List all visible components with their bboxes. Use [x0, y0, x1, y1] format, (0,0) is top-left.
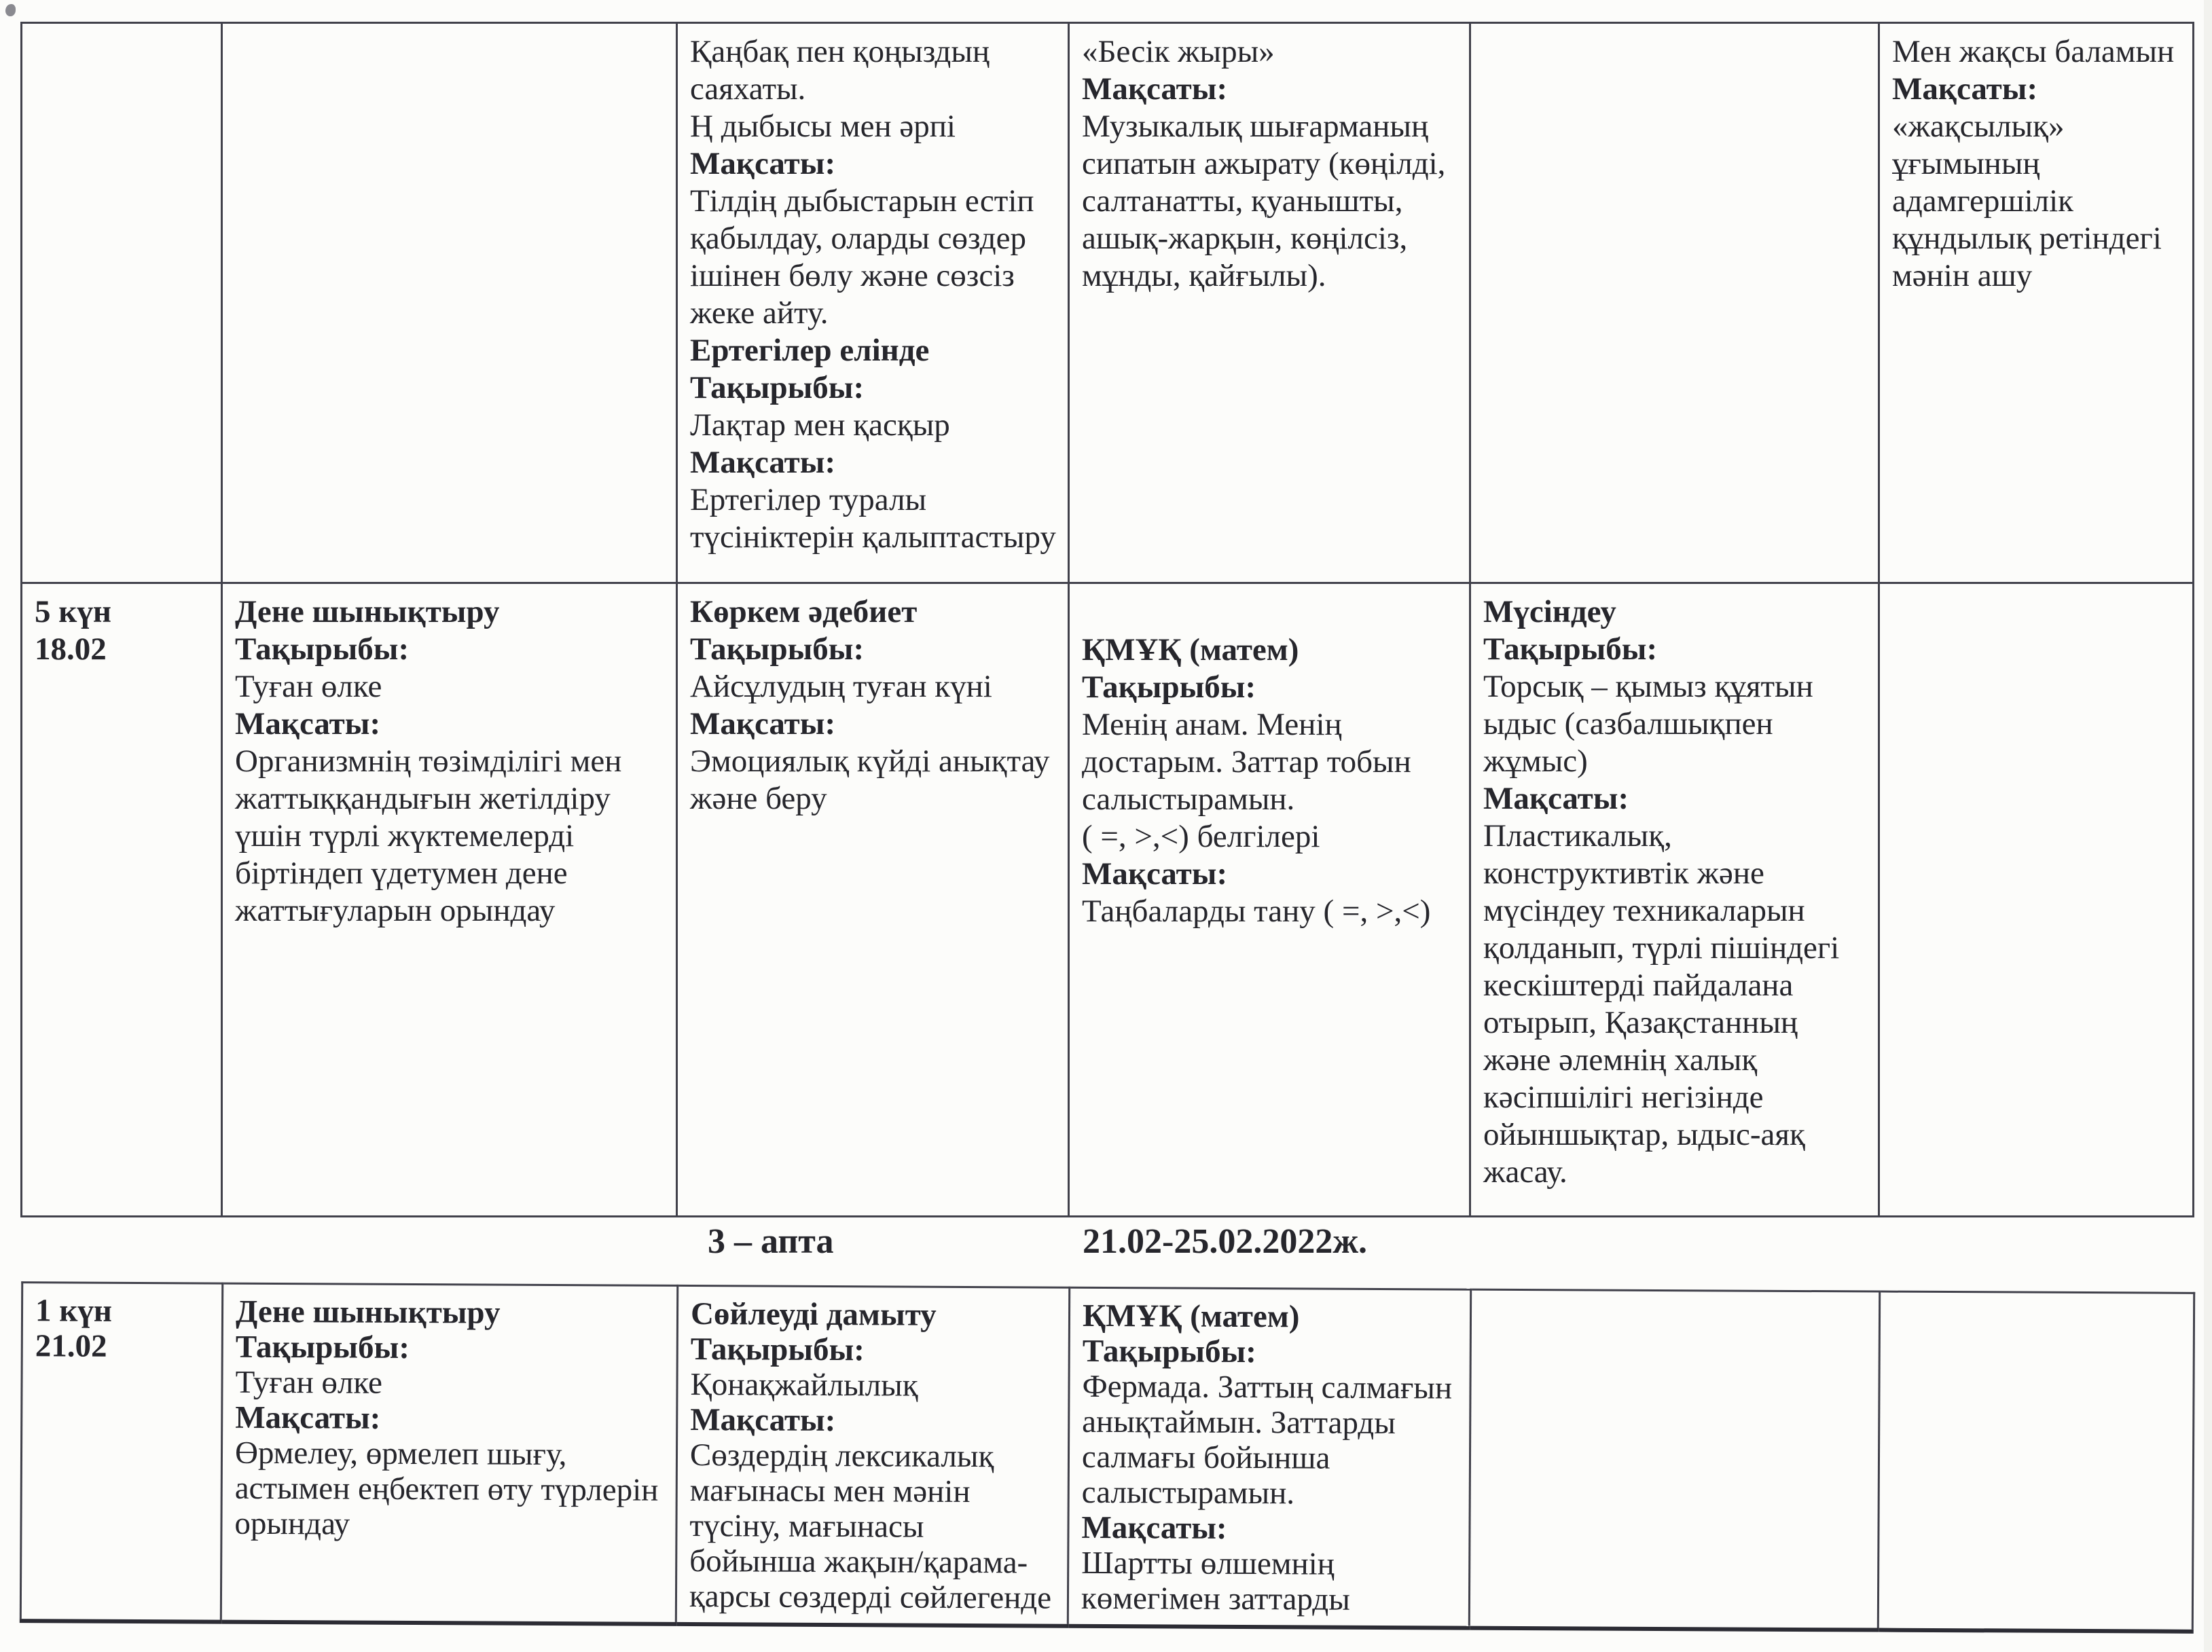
text-line: Мақсаты: — [690, 146, 836, 181]
text-line: Мақсаты: — [690, 1401, 836, 1439]
scan-edge-shade — [2204, 0, 2212, 1652]
text-line: Мақсаты: — [235, 1399, 381, 1436]
text-line: «жақсылық» ұғымының адамгершілік құндылық ретіндегі мәнін ашу — [1892, 109, 2162, 293]
text-line: Торсық – қымыз құятын ыдыс (сазбалшықпен жұмыс) — [1483, 669, 1813, 779]
math-lesson-cell — [1068, 1287, 1470, 1628]
fiction-lesson-cell — [677, 583, 1069, 1217]
speech-development-cell — [676, 1285, 1069, 1626]
day-cell — [22, 583, 222, 1217]
text-line: Пластикалық, конструктивтік және мүсіндеу техникаларын қолданып, түрлі пішіндегі кескіштерді пайдалана отырып, Қазақстанның және әлемнің халық кәсіпшілігі негізінде ойыншықтар, ыдыс-аяқ жасау. — [1483, 818, 1840, 1190]
music-lesson-cell — [1069, 23, 1470, 583]
text-line: Ң дыбысы мен әрпі — [690, 109, 956, 144]
physical-education-cell — [221, 1283, 677, 1624]
table-row — [22, 23, 2194, 583]
text-line: Тақырыбы: — [1082, 1333, 1257, 1370]
text-line: 18.02 — [35, 631, 107, 667]
text-line: Мақсаты: — [1081, 1509, 1227, 1546]
physical-education-cell-empty — [222, 23, 677, 583]
text-line: Таңбаларды тану ( =, >,<) — [1082, 894, 1431, 929]
text-line: Дене шынықтыру — [235, 1293, 501, 1331]
text-line: Мүсіндеу — [1483, 594, 1616, 629]
text-line: 21.02 — [35, 1328, 107, 1364]
day-cell-empty — [22, 23, 222, 583]
sculpting-lesson-cell — [1470, 583, 1879, 1217]
text-line: Туған өлке — [235, 1364, 383, 1401]
week-heading — [0, 1222, 2212, 1262]
text-line: Менің анам. Менің достарым. Заттар тобын салыстырамын. — [1082, 707, 1411, 817]
text-line: Қонақжайлылық — [690, 1366, 918, 1403]
empty-cell — [1879, 583, 2194, 1217]
text-line: Ертегілер туралы түсініктерін қалыптастыру — [690, 482, 1056, 555]
text-line: Сөйлеуді дамыту — [690, 1296, 937, 1333]
text-line: Тілдің дыбыстарын естіп қабылдау, оларды сөздер ішінен бөлу және сөзсіз жеке айту. — [690, 183, 1034, 331]
week-dates-label: 21.02-25.02.2022ж. — [1083, 1222, 1368, 1261]
text-line: Мақсаты: — [1892, 71, 2038, 107]
table-row — [22, 583, 2194, 1217]
text-line: Организмнің төзімділігі мен жаттыққандығын жетілдіру үшін түрлі жүктемелерді біртіндеп үдетумен дене жаттығуларын орындау — [235, 744, 622, 928]
text-line: Қаңбақ пен қоңыздың саяхаты. — [690, 34, 990, 107]
text-line: Туған өлке — [235, 669, 382, 704]
text-line: Мақсаты: — [1082, 856, 1228, 892]
language-lesson-cell — [677, 23, 1069, 583]
week-number-label: 3 – апта — [708, 1222, 834, 1261]
table-row — [20, 1283, 2194, 1632]
empty-cell — [1470, 23, 1879, 583]
text-line: ( =, >,<) белгілері — [1082, 819, 1320, 854]
text-line: Фермада. Заттың салмағын анықтаймын. Заттарды салмағы бойынша салыстырамын. — [1081, 1368, 1453, 1511]
text-line: Айсұлудың туған күні — [690, 669, 992, 704]
week3-lesson-table — [20, 1281, 2195, 1634]
text-line: Тақырыбы: — [235, 631, 410, 667]
text-line: Тақырыбы: — [690, 370, 865, 405]
text-line: Дене шынықтыру — [235, 594, 500, 629]
math-lesson-cell — [1069, 583, 1470, 1217]
physical-education-cell — [222, 583, 677, 1217]
text-line: Шартты өлшемнің көмегімен заттарды — [1081, 1545, 1350, 1617]
empty-cell — [1469, 1289, 1879, 1630]
text-line: Мақсаты: — [235, 706, 381, 741]
day-cell — [20, 1283, 222, 1622]
text-line: ҚМҰҚ (матем) — [1082, 632, 1299, 667]
text-line: Эмоциялық күйді анықтау және беру — [690, 744, 1050, 816]
text-line: Мен жақсы баламын — [1892, 34, 2175, 69]
text-line: Мақсаты: — [690, 445, 836, 480]
text-line: 5 күн — [35, 594, 111, 629]
scan-speck-artifact — [5, 4, 16, 16]
text-line: Тақырыбы: — [1483, 631, 1658, 667]
text-line: Сөздердің лексикалық мағынасы мен мәнін түсіну, мағынасы бойынша жақын/қарама-қарсы сөздерді сөйлегенде — [689, 1437, 1052, 1616]
text-line: Мақсаты: — [1483, 781, 1629, 816]
empty-cell — [1878, 1291, 2194, 1632]
text-line: ҚМҰҚ (матем) — [1082, 1298, 1300, 1335]
text-line: Мақсаты: — [1082, 71, 1228, 107]
text-line: Мақсаты: — [690, 706, 836, 741]
text-line: Тақырыбы: — [1082, 669, 1256, 705]
text-line: «Бесік жыры» — [1082, 34, 1275, 69]
text-line: Тақырыбы: — [690, 1331, 865, 1368]
text-line: Өрмелеу, өрмелеп шығу, астымен еңбектеп өту түрлерін орындау — [234, 1435, 659, 1542]
self-knowledge-cell — [1879, 23, 2194, 583]
text-line: Ертегілер елінде — [690, 333, 930, 368]
week2-lesson-table — [20, 22, 2194, 1217]
text-line: 1 күн — [35, 1293, 113, 1329]
text-line: Музыкалық шығарманың сипатын ажырату (көңілді, салтанатты, қуанышты, ашық-жарқын, көңілсіз, мұнды, қайғылы). — [1082, 109, 1446, 293]
text-line: Тақырыбы: — [690, 631, 865, 667]
text-line: Тақырыбы: — [235, 1329, 410, 1365]
text-line: Лақтар мен қасқыр — [690, 407, 950, 443]
text-line: Көркем әдебиет — [690, 594, 918, 629]
